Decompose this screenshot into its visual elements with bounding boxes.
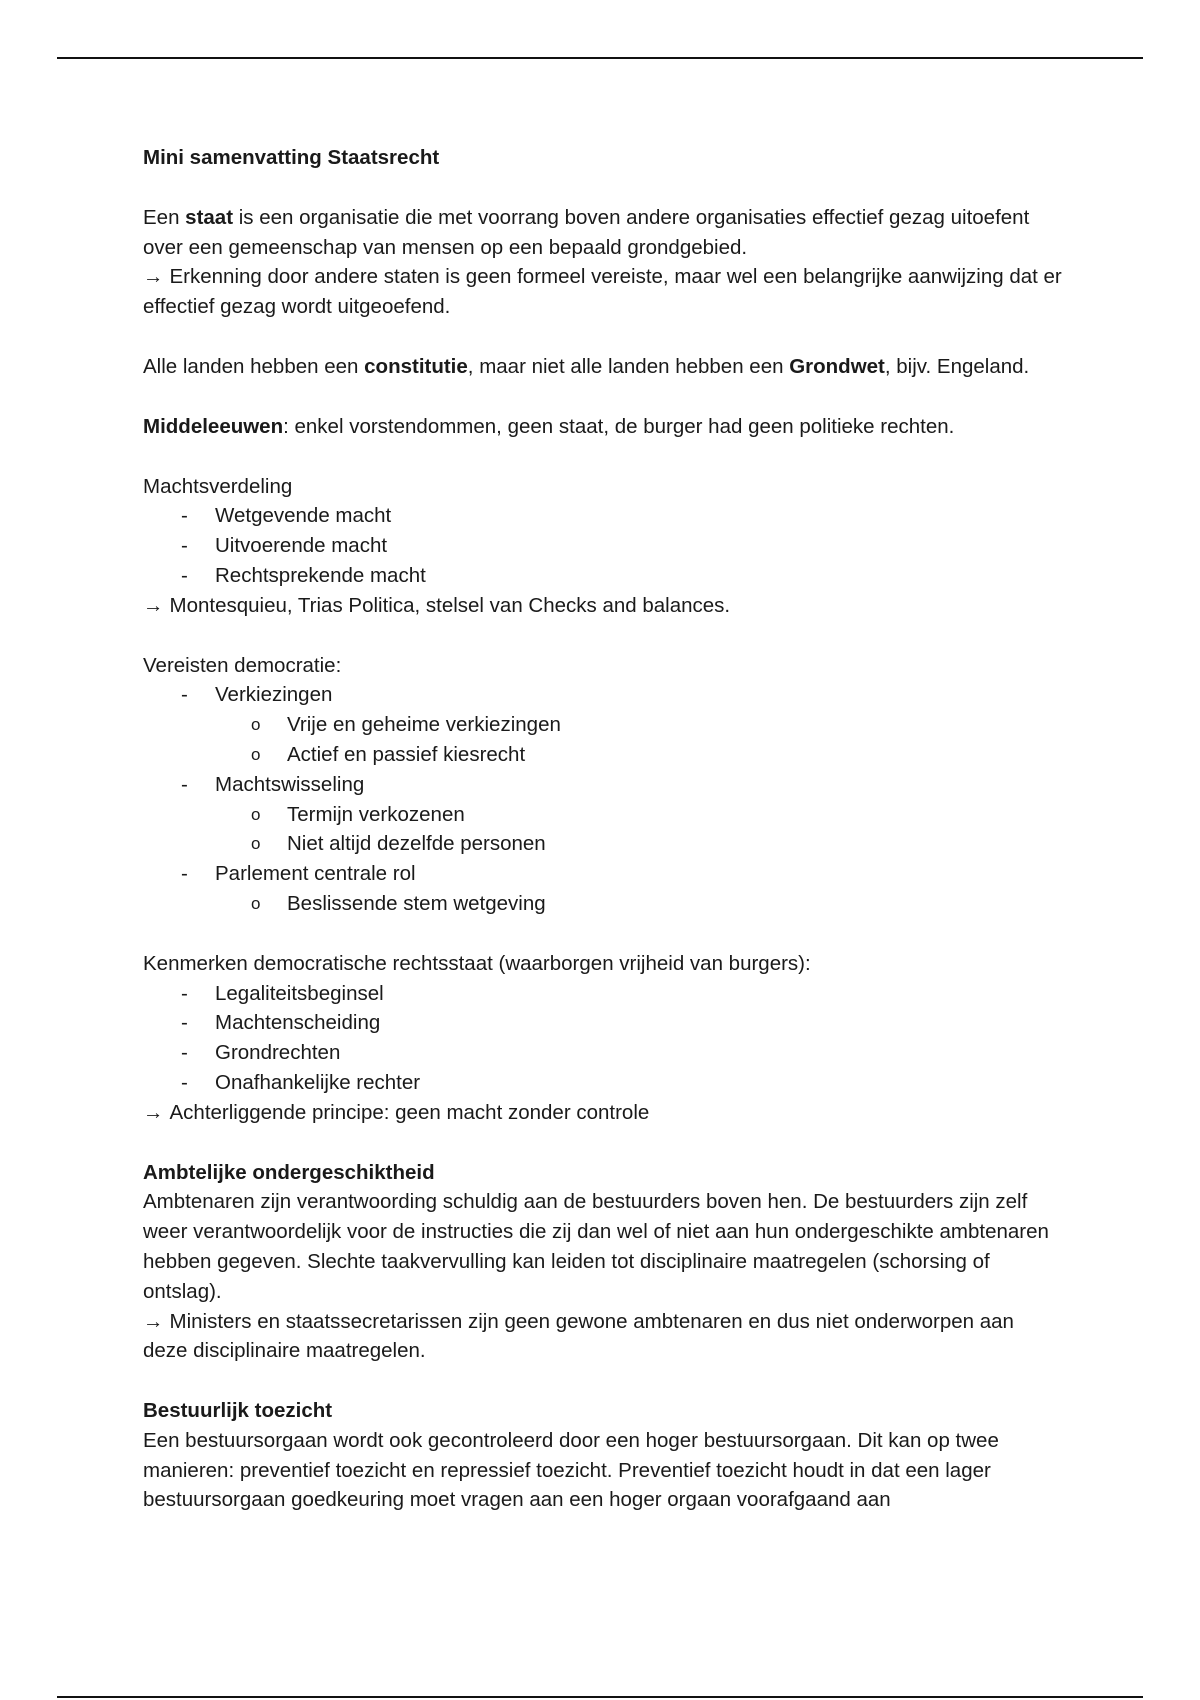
arrow-icon: → [143, 1100, 164, 1124]
middeleeuwen-term: Middeleeuwen [143, 414, 284, 438]
arrow-icon: → [143, 593, 164, 617]
list-item: - Wetgevende macht [143, 501, 1063, 531]
grondwet-term: Grondwet [789, 354, 885, 378]
ambtelijk-arrow-note: → Ministers en staatssecretarissen zijn geen gewone ambtenaren en dus niet onderworpen aan deze disciplinaire maatregelen. [143, 1309, 1014, 1363]
arrow-icon: → [143, 1309, 164, 1333]
sub-list [215, 800, 1063, 860]
footer-rule [57, 1696, 1143, 1698]
list-item: - Verkiezingen o Vrije en geheime verkiezingen o Actief en passief kiesrecht [143, 680, 1063, 769]
list-item: - Rechtsprekende macht [143, 561, 1063, 591]
sub-list [215, 889, 1063, 919]
democratie-list [143, 680, 1063, 918]
rechtsstaat-heading: Kenmerken democratische rechtsstaat (waarborgen vrijheid van burgers): [143, 951, 811, 975]
arrow-icon: → [143, 265, 164, 289]
constitutie-term: constitutie [364, 354, 468, 378]
staat-definition: Een staat is een organisatie die met voorrang boven andere organisaties effectief gezag uitoefent over een gemeenschap van mensen op een bepaald grondgebied. [143, 205, 1030, 259]
list-item: - Parlement centrale rol o Beslissende stem wetgeving [143, 859, 1063, 919]
sub-list-item: o Termijn verkozenen [215, 800, 1063, 830]
toezicht-heading: Bestuurlijk toezicht [143, 1399, 333, 1423]
machtsverdeling-heading: Machtsverdeling [143, 474, 293, 498]
machtsverdeling-list [143, 501, 1063, 590]
staat-arrow-note: → Erkenning door andere staten is geen formeel vereiste, maar wel een belangrijke aanwijzing dat er effectief gezag wordt uitgeoefend. [143, 265, 1062, 319]
sub-list [215, 710, 1063, 770]
list-item: - Machtenscheiding [143, 1008, 1063, 1038]
rechtsstaat-list [143, 979, 1063, 1098]
middeleeuwen-paragraph: Middeleeuwen: enkel vorstendommen, geen staat, de burger had geen politieke rechten. [143, 414, 955, 438]
list-item: - Machtswisseling o Termijn verkozenen o Niet altijd dezelfde personen [143, 770, 1063, 859]
list-item: - Grondrechten [143, 1038, 1063, 1068]
sub-list-item: o Vrije en geheime verkiezingen [215, 710, 1063, 740]
staat-term: staat [185, 205, 234, 229]
sub-list-item: o Beslissende stem wetgeving [215, 889, 1063, 919]
sub-list-item: o Niet altijd dezelfde personen [215, 829, 1063, 859]
list-item: - Uitvoerende macht [143, 531, 1063, 561]
sub-list-item: o Actief en passief kiesrecht [215, 740, 1063, 770]
constitutie-paragraph: Alle landen hebben een constitutie, maar niet alle landen hebben een Grondwet, bijv. Engeland. [143, 354, 1030, 378]
machtsverdeling-arrow-note: → Montesquieu, Trias Politica, stelsel van Checks and balances. [143, 593, 731, 617]
document-title: Mini samenvatting Staatsrecht [143, 146, 440, 169]
list-item: - Legaliteitsbeginsel [143, 979, 1063, 1009]
ambtelijk-heading: Ambtelijke ondergeschiktheid [143, 1160, 435, 1184]
democratie-heading: Vereisten democratie: [143, 653, 342, 677]
header-rule [57, 57, 1143, 59]
list-item: - Onafhankelijke rechter [143, 1068, 1063, 1098]
document-body [143, 143, 1063, 1515]
ambtelijk-body: Ambtenaren zijn verantwoording schuldig aan de bestuurders boven hen. De bestuurders zijn zelf weer verantwoordelijk voor de instructies die zij dan wel of niet aan hun ondergeschikte ambtenaren hebben gegeven. Slechte taakvervulling kan leiden tot disciplinaire maatregelen (schorsing of ontslag). [143, 1190, 1049, 1303]
rechtsstaat-arrow-note: → Achterliggende principe: geen macht zonder controle [143, 1100, 650, 1124]
toezicht-body: Een bestuursorgaan wordt ook gecontroleerd door een hoger bestuursorgaan. Dit kan op twee manieren: preventief toezicht en repressief toezicht. Preventief toezicht houdt in dat een lager bestuursorgaan goedkeuring moet vragen aan een hoger orgaan voorafgaand aan [143, 1428, 999, 1512]
